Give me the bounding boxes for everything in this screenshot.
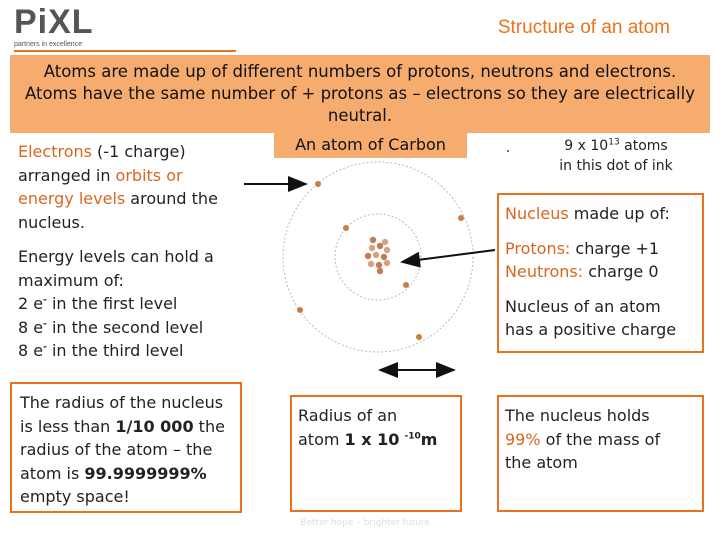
nucleus-heading-rest: made up of: [568,204,670,223]
carbon-atom-label: An atom of Carbon [274,132,467,158]
protons-label: Protons: [505,238,571,258]
electron [297,307,303,313]
energy-third-rest: in the third level [46,341,184,360]
nucleon [368,261,374,267]
radius-text-2: is less than [20,416,116,436]
intro-line-2: Atoms have the same number of + protons as – electrons so they are electrically [25,84,695,103]
atom-radius-exp: -10 [404,431,421,442]
electrons-charge: (-1 charge) [91,142,186,161]
energy-second-rest: in the second level [46,317,204,337]
nucleon [384,247,390,253]
ink-count-exp: 13 [608,137,620,148]
ink-count-suffix: atoms [619,138,668,154]
atom-radius-value: 1 x 10 [344,429,400,449]
nucleus-heading [505,202,696,226]
slide-title: Structure of an atom [497,17,670,38]
energy-first-sup: - [43,295,47,306]
energy-second-sup: - [43,319,47,330]
energy-line-2: maximum of: [18,270,124,290]
electrons-energy-levels: energy levels [18,189,126,208]
nucleons-text [505,237,696,284]
neutrons-label: Neutrons: [505,262,584,281]
mass-percent: 99% [505,429,541,449]
atom-radius-text-1: Radius of an [298,406,398,425]
radius-fraction: 1/10 000 [115,416,194,436]
radius-text-1: The radius of the nucleus [20,393,224,412]
ink-line-2: in this dot of ink [559,158,673,174]
mass-text-1: The nucleus holds [505,406,650,425]
intro-line-1: Atoms are made up of different numbers of protons, neutrons and electrons. [43,62,677,81]
nucleon [381,254,387,260]
nucleus-panel [497,193,704,353]
neutrons-charge: charge 0 [583,262,659,281]
positive-line-1: Nucleus of an atom [505,296,661,316]
footer-text: Better hope – brighter future [300,518,430,528]
mass-text-3: the atom [505,453,578,472]
electron [315,181,321,187]
logo-word: PiXL [14,3,94,41]
nucleon [377,268,383,274]
positive-line-2: has a positive charge [505,320,677,339]
electron [458,215,464,221]
mass-text-2: of the mass of [540,429,661,449]
nucleus-arrow [402,250,495,262]
nucleon [369,245,375,251]
radius-text-6: empty space! [20,487,130,506]
mass-panel [497,395,704,512]
electrons-text [18,140,234,234]
nucleon [377,243,383,249]
nucleon [370,237,376,243]
atom-radius-panel [290,395,462,512]
energy-levels-text [18,245,234,363]
electron [416,334,422,340]
nucleus-term: Nucleus [505,204,569,223]
radius-text-4: radius of the atom – the [20,440,213,459]
nucleus-positive-text [505,295,696,342]
electrons-arranged: arranged in [18,165,116,185]
electrons-panel [10,134,242,380]
nucleon [365,253,371,259]
energy-second-count: 8 e [18,317,44,337]
electrons-orbits: orbits or [115,165,183,185]
energy-first-count: 2 e [18,294,44,313]
energy-first-rest: in the first level [46,294,178,313]
energy-third-count: 8 e [18,341,44,360]
nucleus-radius-panel [10,382,242,513]
radius-text-5: atom is [20,463,85,483]
nucleon [382,239,388,245]
intro-line-3: neutral. [327,106,393,125]
nucleon [373,252,379,258]
electrons-term: Electrons [18,142,92,161]
logo-tagline: partners in excellence [14,41,83,48]
electron [343,225,349,231]
nucleon [384,260,390,266]
electrons-around: around the [125,189,218,208]
energy-line-1: Energy levels can hold a [18,247,214,266]
radius-text-3: the [193,416,225,436]
energy-third-sup: - [43,342,47,353]
nucleon [376,262,382,268]
electron [403,282,409,288]
atom-radius-unit: m [420,429,438,449]
radius-percent: 99.9999999% [84,463,207,483]
electrons-nucleus: nucleus. [18,212,85,232]
ink-count-base: 9 x 10 [564,138,609,154]
protons-charge: charge +1 [570,238,660,258]
atom-radius-text-2: atom [298,429,345,449]
carbon-nucleus [365,237,390,274]
electrons [297,181,464,340]
